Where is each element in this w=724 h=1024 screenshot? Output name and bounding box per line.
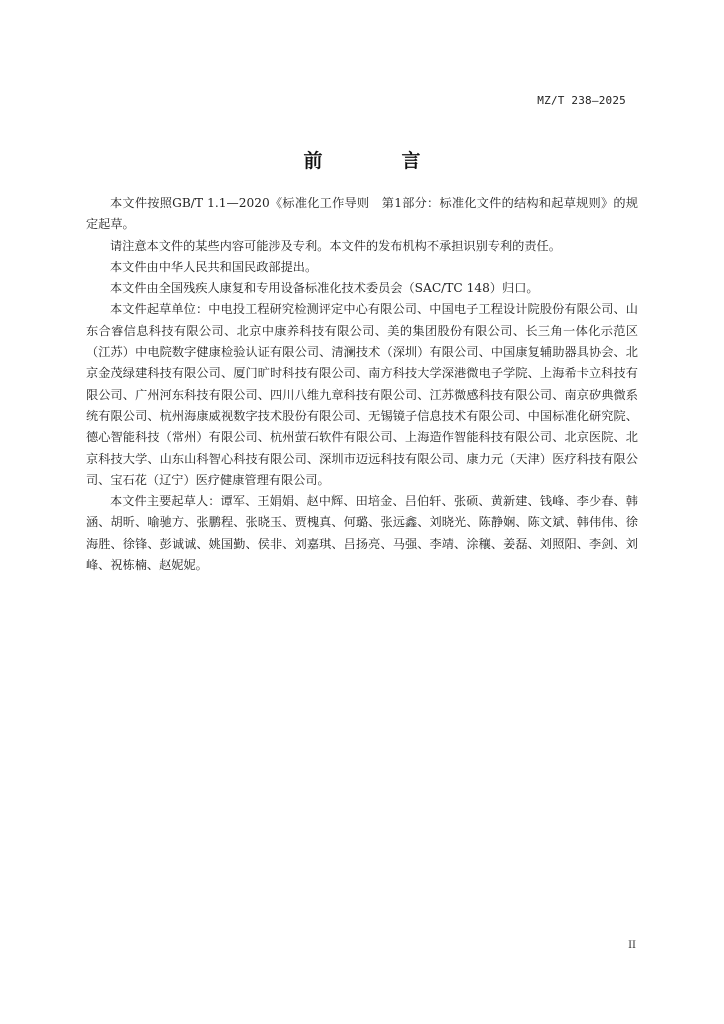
body-text [86,193,638,576]
paragraph-centralized-unit: 本文件由全国残疾人康复和专用设备标准化技术委员会（SAC/TC 148）归口。 [110,281,539,296]
page-number: II [628,940,636,951]
paragraph-drafters: 本文件主要起草人：谭军、王娟娟、赵中辉、田培金、吕伯轩、张硕、黄新建、钱峰、李少春、韩涵、胡昕、喻驰方、张鹏程、张晓玉、贾槐真、何璐、张远鑫、刘晓光、陈静娴、陈文斌、韩伟伟、徐海胜、徐锋、彭诚诚、姚国勤、侯非、刘嘉琪、吕扬亮、马强、李靖、涂穰、姜磊、刘照阳、李剑、刘峰、祝栋楠、赵妮妮。 [86,494,638,573]
paragraph-drafting-basis: 本文件按照GB/T 1.1—2020《标准化工作导则 第1部分：标准化文件的结构和起草规则》的规定起草。 [86,196,638,232]
paragraph-patent-notice: 请注意本文件的某些内容可能涉及专利。本文件的发布机构不承担识别专利的责任。 [110,238,561,253]
standard-number: MZ/T 238—2025 [537,94,626,107]
paragraph-proposer: 本文件由中华人民共和国民政部提出。 [110,259,318,274]
paragraph-drafting-units: 本文件起草单位：中电投工程研究检测评定中心有限公司、中国电子工程设计院股份有限公司、山东合睿信息科技有限公司、北京中康养科技有限公司、美的集团股份有限公司、长三角一体化示范区（江苏）中电院数字健康检验认证有限公司、清澜技术（深圳）有限公司、中国康复辅助器具协会、北京金茂绿建科技有限公司、厦门旷时科技有限公司、南方科技大学深港微电子学院、上海希卡立科技有限公司、广州河东科技有限公司、四川八维九章科技有限公司、江苏微感科技有限公司、南京矽典微系统有限公司、杭州海康威视数字技术股份有限公司、无锡镜子信息技术有限公司、中国标准化研究院、德心智能科技（常州）有限公司、杭州萤石软件有限公司、上海造作智能科技有限公司、北京医院、北京科技大学、山东山科智心科技有限公司、深圳市迈远科技有限公司、康力元（天津）医疗科技有限公司、宝石花（辽宁）医疗健康管理有限公司。 [86,302,638,487]
page-title: 前 言 [303,150,451,172]
